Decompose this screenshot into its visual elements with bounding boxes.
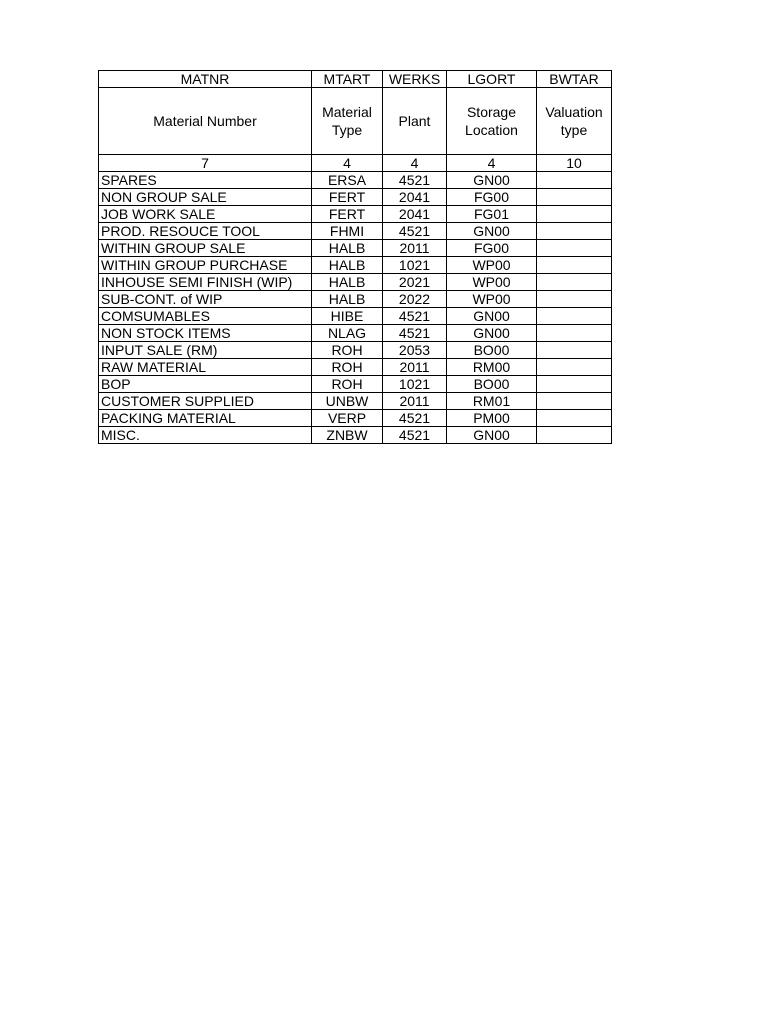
material-type-cell: ERSA xyxy=(312,172,383,189)
material-number-cell: NON STOCK ITEMS xyxy=(99,325,312,342)
valuation-type-cell xyxy=(537,376,612,393)
valuation-type-cell xyxy=(537,325,612,342)
field-length-row xyxy=(99,155,612,172)
valuation-type-cell xyxy=(537,342,612,359)
valuation-type-cell xyxy=(537,206,612,223)
desc-label: Material Type xyxy=(322,104,372,138)
header-code-bwtar: BWTAR xyxy=(537,71,612,88)
storage-location-cell: WP00 xyxy=(447,291,537,308)
field-code-row xyxy=(99,71,612,88)
material-type-cell: HALB xyxy=(312,274,383,291)
table-row xyxy=(99,291,612,308)
length-mtart: 4 xyxy=(312,155,383,172)
table-row xyxy=(99,342,612,359)
field-description-row xyxy=(99,88,612,155)
table-row xyxy=(99,376,612,393)
storage-location-cell: GN00 xyxy=(447,427,537,444)
desc-label: Plant xyxy=(398,113,431,129)
plant-cell: 4521 xyxy=(383,308,447,325)
table-row xyxy=(99,427,612,444)
table-row xyxy=(99,206,612,223)
material-number-cell: INHOUSE SEMI FINISH (WIP) xyxy=(99,274,312,291)
header-code-mtart: MTART xyxy=(312,71,383,88)
material-number-cell: WITHIN GROUP PURCHASE xyxy=(99,257,312,274)
material-number-cell: RAW MATERIAL xyxy=(99,359,312,376)
material-number-cell: MISC. xyxy=(99,427,312,444)
valuation-type-cell xyxy=(537,189,612,206)
material-number-cell: BOP xyxy=(99,376,312,393)
header-code-matnr: MATNR xyxy=(99,71,312,88)
storage-location-cell: GN00 xyxy=(447,223,537,240)
material-type-cell: ZNBW xyxy=(312,427,383,444)
length-matnr: 7 xyxy=(99,155,312,172)
material-number-cell: JOB WORK SALE xyxy=(99,206,312,223)
plant-cell: 2011 xyxy=(383,240,447,257)
valuation-type-cell xyxy=(537,410,612,427)
storage-location-cell: PM00 xyxy=(447,410,537,427)
table-row xyxy=(99,274,612,291)
plant-cell: 2022 xyxy=(383,291,447,308)
material-number-cell: INPUT SALE (RM) xyxy=(99,342,312,359)
material-type-cell: FHMI xyxy=(312,223,383,240)
valuation-type-cell xyxy=(537,427,612,444)
material-type-cell: HALB xyxy=(312,291,383,308)
material-type-cell: ROH xyxy=(312,376,383,393)
material-master-table xyxy=(98,70,612,444)
desc-label: Storage Location xyxy=(465,104,518,138)
table-row xyxy=(99,308,612,325)
material-type-cell: HALB xyxy=(312,257,383,274)
header-code-lgort: LGORT xyxy=(447,71,537,88)
valuation-type-cell xyxy=(537,274,612,291)
material-type-cell: UNBW xyxy=(312,393,383,410)
valuation-type-cell xyxy=(537,240,612,257)
table-row xyxy=(99,359,612,376)
header-desc-material-number xyxy=(99,88,312,155)
valuation-type-cell xyxy=(537,308,612,325)
table-row xyxy=(99,393,612,410)
material-number-cell: COMSUMABLES xyxy=(99,308,312,325)
storage-location-cell: RM01 xyxy=(447,393,537,410)
valuation-type-cell xyxy=(537,359,612,376)
material-type-cell: NLAG xyxy=(312,325,383,342)
header-desc-plant xyxy=(383,88,447,155)
storage-location-cell: GN00 xyxy=(447,172,537,189)
material-number-cell: WITHIN GROUP SALE xyxy=(99,240,312,257)
header-code-werks: WERKS xyxy=(383,71,447,88)
valuation-type-cell xyxy=(537,257,612,274)
plant-cell: 2021 xyxy=(383,274,447,291)
table-row xyxy=(99,325,612,342)
storage-location-cell: WP00 xyxy=(447,274,537,291)
material-number-cell: PROD. RESOUCE TOOL xyxy=(99,223,312,240)
plant-cell: 1021 xyxy=(383,376,447,393)
plant-cell: 2011 xyxy=(383,393,447,410)
storage-location-cell: BO00 xyxy=(447,376,537,393)
material-number-cell: CUSTOMER SUPPLIED xyxy=(99,393,312,410)
material-type-cell: ROH xyxy=(312,342,383,359)
table-row xyxy=(99,240,612,257)
storage-location-cell: BO00 xyxy=(447,342,537,359)
storage-location-cell: GN00 xyxy=(447,325,537,342)
plant-cell: 2041 xyxy=(383,189,447,206)
material-type-cell: HALB xyxy=(312,240,383,257)
plant-cell: 4521 xyxy=(383,427,447,444)
length-bwtar: 10 xyxy=(537,155,612,172)
table-row xyxy=(99,172,612,189)
desc-label: Material Number xyxy=(153,113,257,129)
desc-label: Valuation type xyxy=(545,104,603,138)
plant-cell: 4521 xyxy=(383,325,447,342)
storage-location-cell: FG01 xyxy=(447,206,537,223)
plant-cell: 2041 xyxy=(383,206,447,223)
valuation-type-cell xyxy=(537,393,612,410)
header-desc-valuation-type xyxy=(537,88,612,155)
valuation-type-cell xyxy=(537,172,612,189)
material-type-cell: HIBE xyxy=(312,308,383,325)
plant-cell: 4521 xyxy=(383,172,447,189)
material-number-cell: SPARES xyxy=(99,172,312,189)
length-werks: 4 xyxy=(383,155,447,172)
material-type-cell: FERT xyxy=(312,189,383,206)
table-row xyxy=(99,189,612,206)
plant-cell: 4521 xyxy=(383,410,447,427)
plant-cell: 1021 xyxy=(383,257,447,274)
table-row xyxy=(99,257,612,274)
storage-location-cell: RM00 xyxy=(447,359,537,376)
storage-location-cell: FG00 xyxy=(447,189,537,206)
material-number-cell: PACKING MATERIAL xyxy=(99,410,312,427)
material-number-cell: NON GROUP SALE xyxy=(99,189,312,206)
material-type-cell: VERP xyxy=(312,410,383,427)
storage-location-cell: GN00 xyxy=(447,308,537,325)
table-row xyxy=(99,410,612,427)
plant-cell: 2053 xyxy=(383,342,447,359)
header-desc-material-type xyxy=(312,88,383,155)
plant-cell: 2011 xyxy=(383,359,447,376)
material-type-cell: ROH xyxy=(312,359,383,376)
storage-location-cell: FG00 xyxy=(447,240,537,257)
table-row xyxy=(99,223,612,240)
material-type-cell: FERT xyxy=(312,206,383,223)
plant-cell: 4521 xyxy=(383,223,447,240)
material-number-cell: SUB-CONT. of WIP xyxy=(99,291,312,308)
valuation-type-cell xyxy=(537,223,612,240)
valuation-type-cell xyxy=(537,291,612,308)
length-lgort: 4 xyxy=(447,155,537,172)
storage-location-cell: WP00 xyxy=(447,257,537,274)
header-desc-storage-location xyxy=(447,88,537,155)
table-body xyxy=(99,71,612,444)
